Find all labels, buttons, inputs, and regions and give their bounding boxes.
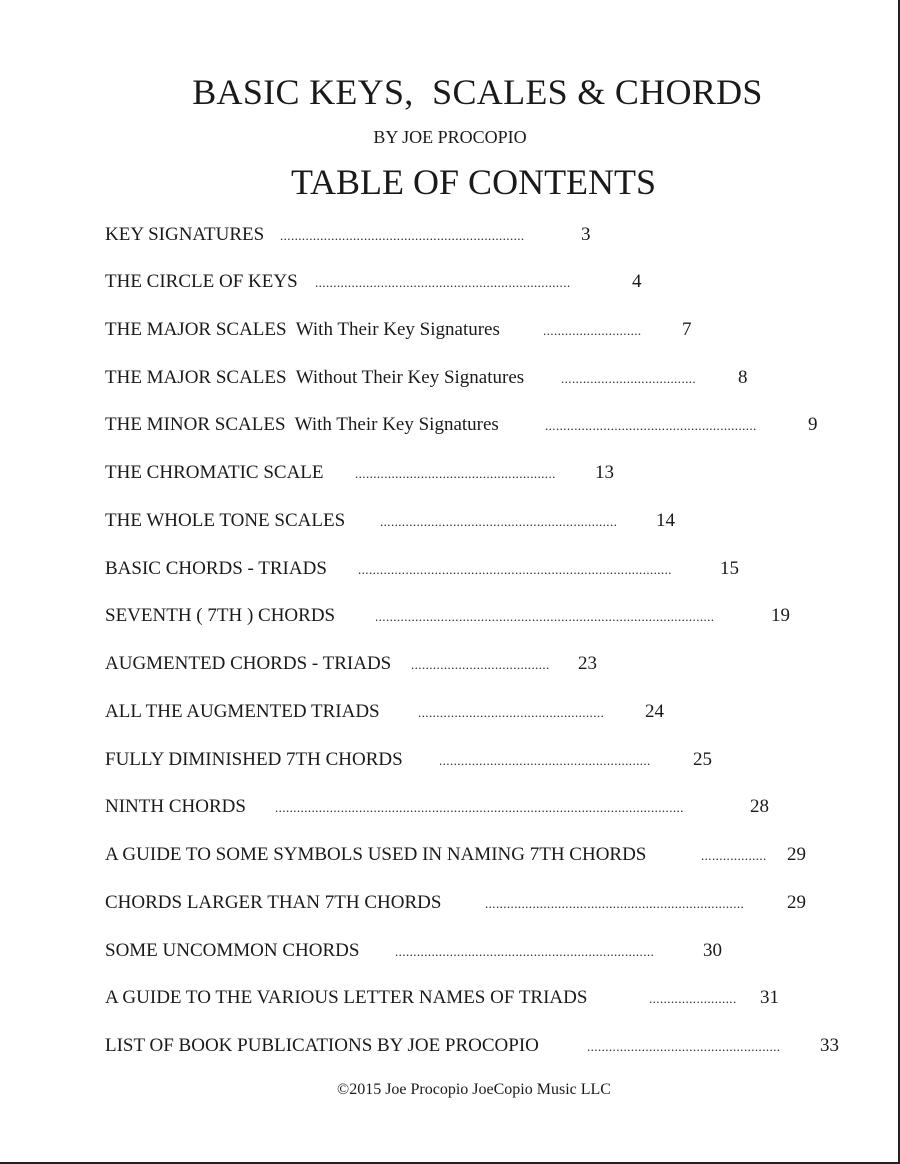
toc-entry-label: FULLY DIMINISHED 7TH CHORDS (105, 749, 403, 770)
toc-entry-page: 3 (581, 224, 591, 245)
toc-entry-page: 15 (720, 558, 739, 579)
toc-leader-dots: ....................................................................... (485, 896, 745, 911)
toc-entry-label: AUGMENTED CHORDS - TRIADS (105, 653, 392, 674)
toc-heading: TABLE OF CONTENTS (290, 162, 657, 202)
toc-leader-dots: ...................................................................... (315, 275, 571, 290)
toc-leader-dots: ..................................... (561, 371, 697, 386)
toc-leader-dots: ...................................... (411, 657, 550, 672)
toc-entry-page: 29 (787, 844, 806, 865)
toc-leader-dots: ............................................................................................. (375, 609, 715, 624)
toc-entry-page: 30 (703, 940, 722, 961)
toc-entry-page: 8 (738, 367, 748, 388)
document-title: BASIC KEYS, SCALES & CHORDS (192, 72, 763, 112)
toc-entry-label: LIST OF BOOK PUBLICATIONS BY JOE PROCOPIO (105, 1035, 539, 1056)
toc-leader-dots: ................................................................. (380, 514, 618, 529)
document-author: BY JOE PROCOPIO (373, 127, 527, 147)
toc-entry-page: 33 (820, 1035, 839, 1056)
toc-leader-dots: ....................................................... (355, 466, 556, 481)
toc-entry-page: 14 (656, 510, 675, 531)
toc-entry-label: THE MINOR SCALES With Their Key Signatures (105, 414, 499, 435)
toc-leader-dots: ........................ (649, 991, 737, 1006)
toc-entry-page: 19 (771, 605, 790, 626)
toc-entry-page: 29 (787, 892, 806, 913)
toc-leader-dots: ...................................................................................... (358, 562, 672, 577)
toc-entry-label: BASIC CHORDS - TRIADS (105, 558, 327, 579)
toc-leader-dots: .......................................................... (545, 418, 757, 433)
toc-entry-page: 13 (595, 462, 614, 483)
toc-entry-page: 25 (693, 749, 712, 770)
toc-entry-page: 31 (760, 987, 779, 1008)
toc-entry-label: THE CIRCLE OF KEYS (105, 271, 298, 292)
toc-leader-dots: ................................................................................................................ (275, 800, 684, 815)
toc-entry-page: 7 (682, 319, 692, 340)
toc-leader-dots: ................................................... (418, 705, 605, 720)
toc-entry-label: NINTH CHORDS (105, 796, 246, 817)
toc-entry-label: THE MAJOR SCALES With Their Key Signatures (105, 319, 500, 340)
toc-leader-dots: ........................... (543, 323, 642, 338)
toc-entry-page: 28 (750, 796, 769, 817)
toc-leader-dots: .................. (701, 848, 767, 863)
toc-leader-dots: ................................................................... (280, 228, 525, 243)
toc-leader-dots: ..................................................... (587, 1039, 781, 1054)
toc-entry-label: SEVENTH ( 7TH ) CHORDS (105, 605, 336, 626)
copyright-footer: ©2015 Joe Procopio JoeCopio Music LLC (337, 1081, 611, 1098)
toc-entry-page: 9 (808, 414, 818, 435)
toc-leader-dots: .......................................................... (439, 753, 651, 768)
toc-entry-label: ALL THE AUGMENTED TRIADS (105, 701, 380, 722)
toc-entry-page: 23 (578, 653, 597, 674)
toc-entry-label: CHORDS LARGER THAN 7TH CHORDS (105, 892, 442, 913)
toc-entry-label: SOME UNCOMMON CHORDS (105, 940, 360, 961)
toc-entry-page: 4 (632, 271, 642, 292)
toc-entry-label: A GUIDE TO THE VARIOUS LETTER NAMES OF TRIADS (105, 987, 588, 1008)
toc-leader-dots: ....................................................................... (395, 944, 655, 959)
toc-entry-label: THE CHROMATIC SCALE (105, 462, 324, 483)
toc-entry-label: THE MAJOR SCALES Without Their Key Signatures (105, 367, 525, 388)
toc-entry-label: KEY SIGNATURES (105, 224, 265, 245)
toc-entry-label: A GUIDE TO SOME SYMBOLS USED IN NAMING 7TH CHORDS (105, 844, 647, 865)
toc-entry-page: 24 (645, 701, 664, 722)
toc-entry-label: THE WHOLE TONE SCALES (105, 510, 346, 531)
